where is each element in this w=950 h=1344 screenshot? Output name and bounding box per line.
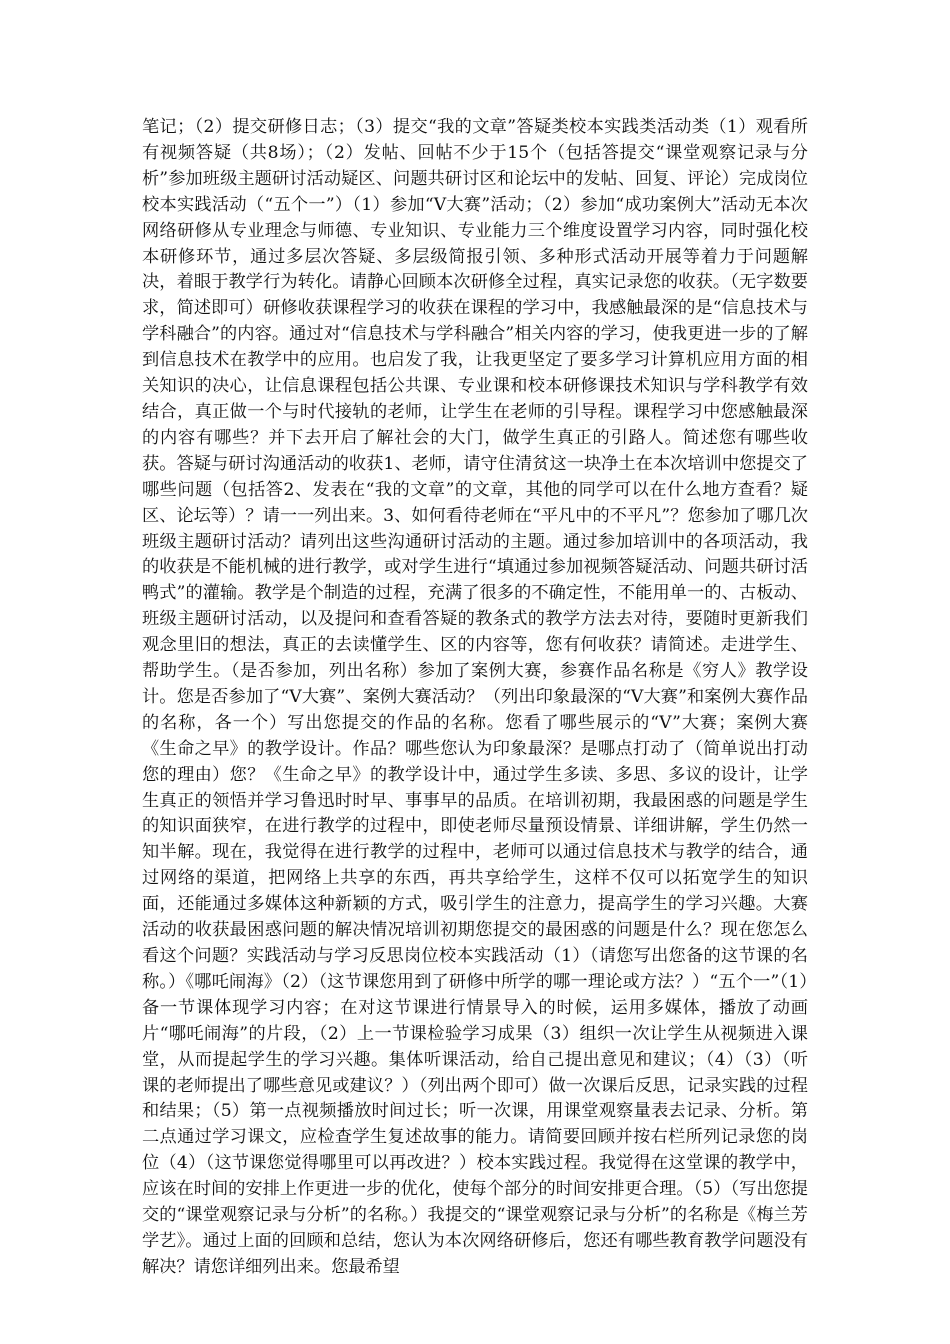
body-paragraph: 笔记；（2）提交研修日志；（3）提交“我的文章”答疑类校本实践类活动类（1）观看所有视频答疑（共8场）；（2）发帖、回帖不少于15个（包括答提交“课堂观察记录与分析”参加班级主题研讨活动疑区、问题共研讨区和论坛中的发帖、回复、评论）完成岗位校本实践活动（“五个一”）（1）参加“V大赛”活动；（2）参加“成功案例大”活动无本次网络研修从专业理念与师德、专业知识、专业能力三个维度设置学习内容，同时强化校本研修环节，通过多层次答疑、多层级简报引领、多种形式活动开展等着力于问题解决，着眼于教学行为转化。请静心回顾本次研修全过程，真实记录您的收获。（无字数要求，简述即可）研修收获课程学习的收获在课程的学习中，我感触最深的是“信息技术与学科融合”的内容。通过对“信息技术与学科融合”相关内容的学习，使我更进一步的了解到信息技术在教学中的应用。也启发了我，让我更坚定了要多学习计算机应用方面的相关知识的决心，让信息课程包括公共课、专业课和校本研修课技术知识与学科教学有效结合，真正做一个与时代接轨的老师，让学生在老师的引导程。课程学习中您感触最深的内容有哪些？并下去开启了解社会的大门，做学生真正的引路人。简述您有哪些收获。答疑与研讨沟通活动的收获1、老师，请守住清贫这一块净土在本次培训中您提交了哪些问题（包括答2、发表在“我的文章”的文章，其他的同学可以在什么地方查看？疑区、论坛等）？请一一列出来。3、如何看待老师在“平凡中的不平凡”？您参加了哪几次班级主题研讨活动？请列出这些沟通研讨活动的主题。通过参加培训中的各项活动，我的收获是不能机械的进行教学，或对学生进行“填通过参加视频答疑活动、问题共研讨活鸭式”的灌输。教学是个制造的过程，充满了很多的不确定性，不能用单一的、古板动、班级主题研讨活动，以及提问和查看答疑的教条式的教学方法去对待，要随时更新我们观念里旧的想法，真正的去读懂学生、区的内容等，您有何收获？请简述。走进学生、帮助学生。（是否参加，列出名称）参加了案例大赛，参赛作品名称是《穷人》教学设计。您是否参加了“V大赛”、案例大赛活动？（列出印象最深的“V大赛”和案例大赛作品的名称，各一个）写出您提交的作品的名称。您看了哪些展示的“V”大赛；案例大赛《生命之早》的教学设计。作品？哪些您认为印象最深？是哪点打动了（简单说出打动您的理由）您？《生命之早》的教学设计中，通过学生多读、多思、多议的设计，让学生真正的领悟并学习鲁迅时时早、事事早的品质。在培训初期，我最困惑的问题是学生的知识面狭窄，在进行教学的过程中，即使老师尽量预设情景、详细讲解，学生仍然一知半解。现在，我觉得在进行教学的过程中，老师可以通过信息技术与教学的结合，通过网络的渠道，把网络上共享的东西，再共享给学生，这样不仅可以拓宽学生的知识面，还能通过多媒体这种新颖的方式，吸引学生的注意力，提高学生的学习兴趣。大赛活动的收获最困惑问题的解决情况培训初期您提交的最困惑的问题是什么？现在您怎么看这个问题？实践活动与学习反思岗位校本实践活动（1）（请您写出您备的这节课的名称。）《哪吒闹海》（2）（这节课您用到了研修中所学的哪一理论或方法？）“五个一”（1）备一节课体现学习内容；在对这节课进行情景导入的时候，运用多媒体，播放了动画片“哪吒闹海”的片段，（2）上一节课检验学习成果（3）组织一次让学生从视频进入课堂，从而提起学生的学习兴趣。集体听课活动，给自己提出意见和建议；（4）（3）（听课的老师提出了哪些意见或建议？）（列出两个即可）做一次课后反思，记录实践的过程和结果；（5）第一点视频播放时间过长；听一次课，用课堂观察量表去记录、分析。第二点通过学习课文，应检查学生复述故事的能力。请简要回顾并按右栏所列记录您的岗位（4）（这节课您觉得哪里可以再改进？）校本实践过程。我觉得在这堂课的教学中，应该在时间的安排上作更进一步的优化，使每个部分的时间安排更合理。（5）（写出您提交的“课堂观察记录与分析”的名称。）我提交的“课堂观察记录与分析”的名称是《梅兰芳学艺》。通过上面的回顾和总结，您认为本次网络研修后，您还有哪些教育教学问题没有解决？请您详细列出来。您最希望 xyxy=(142,117,808,1277)
document-body xyxy=(142,115,808,1281)
